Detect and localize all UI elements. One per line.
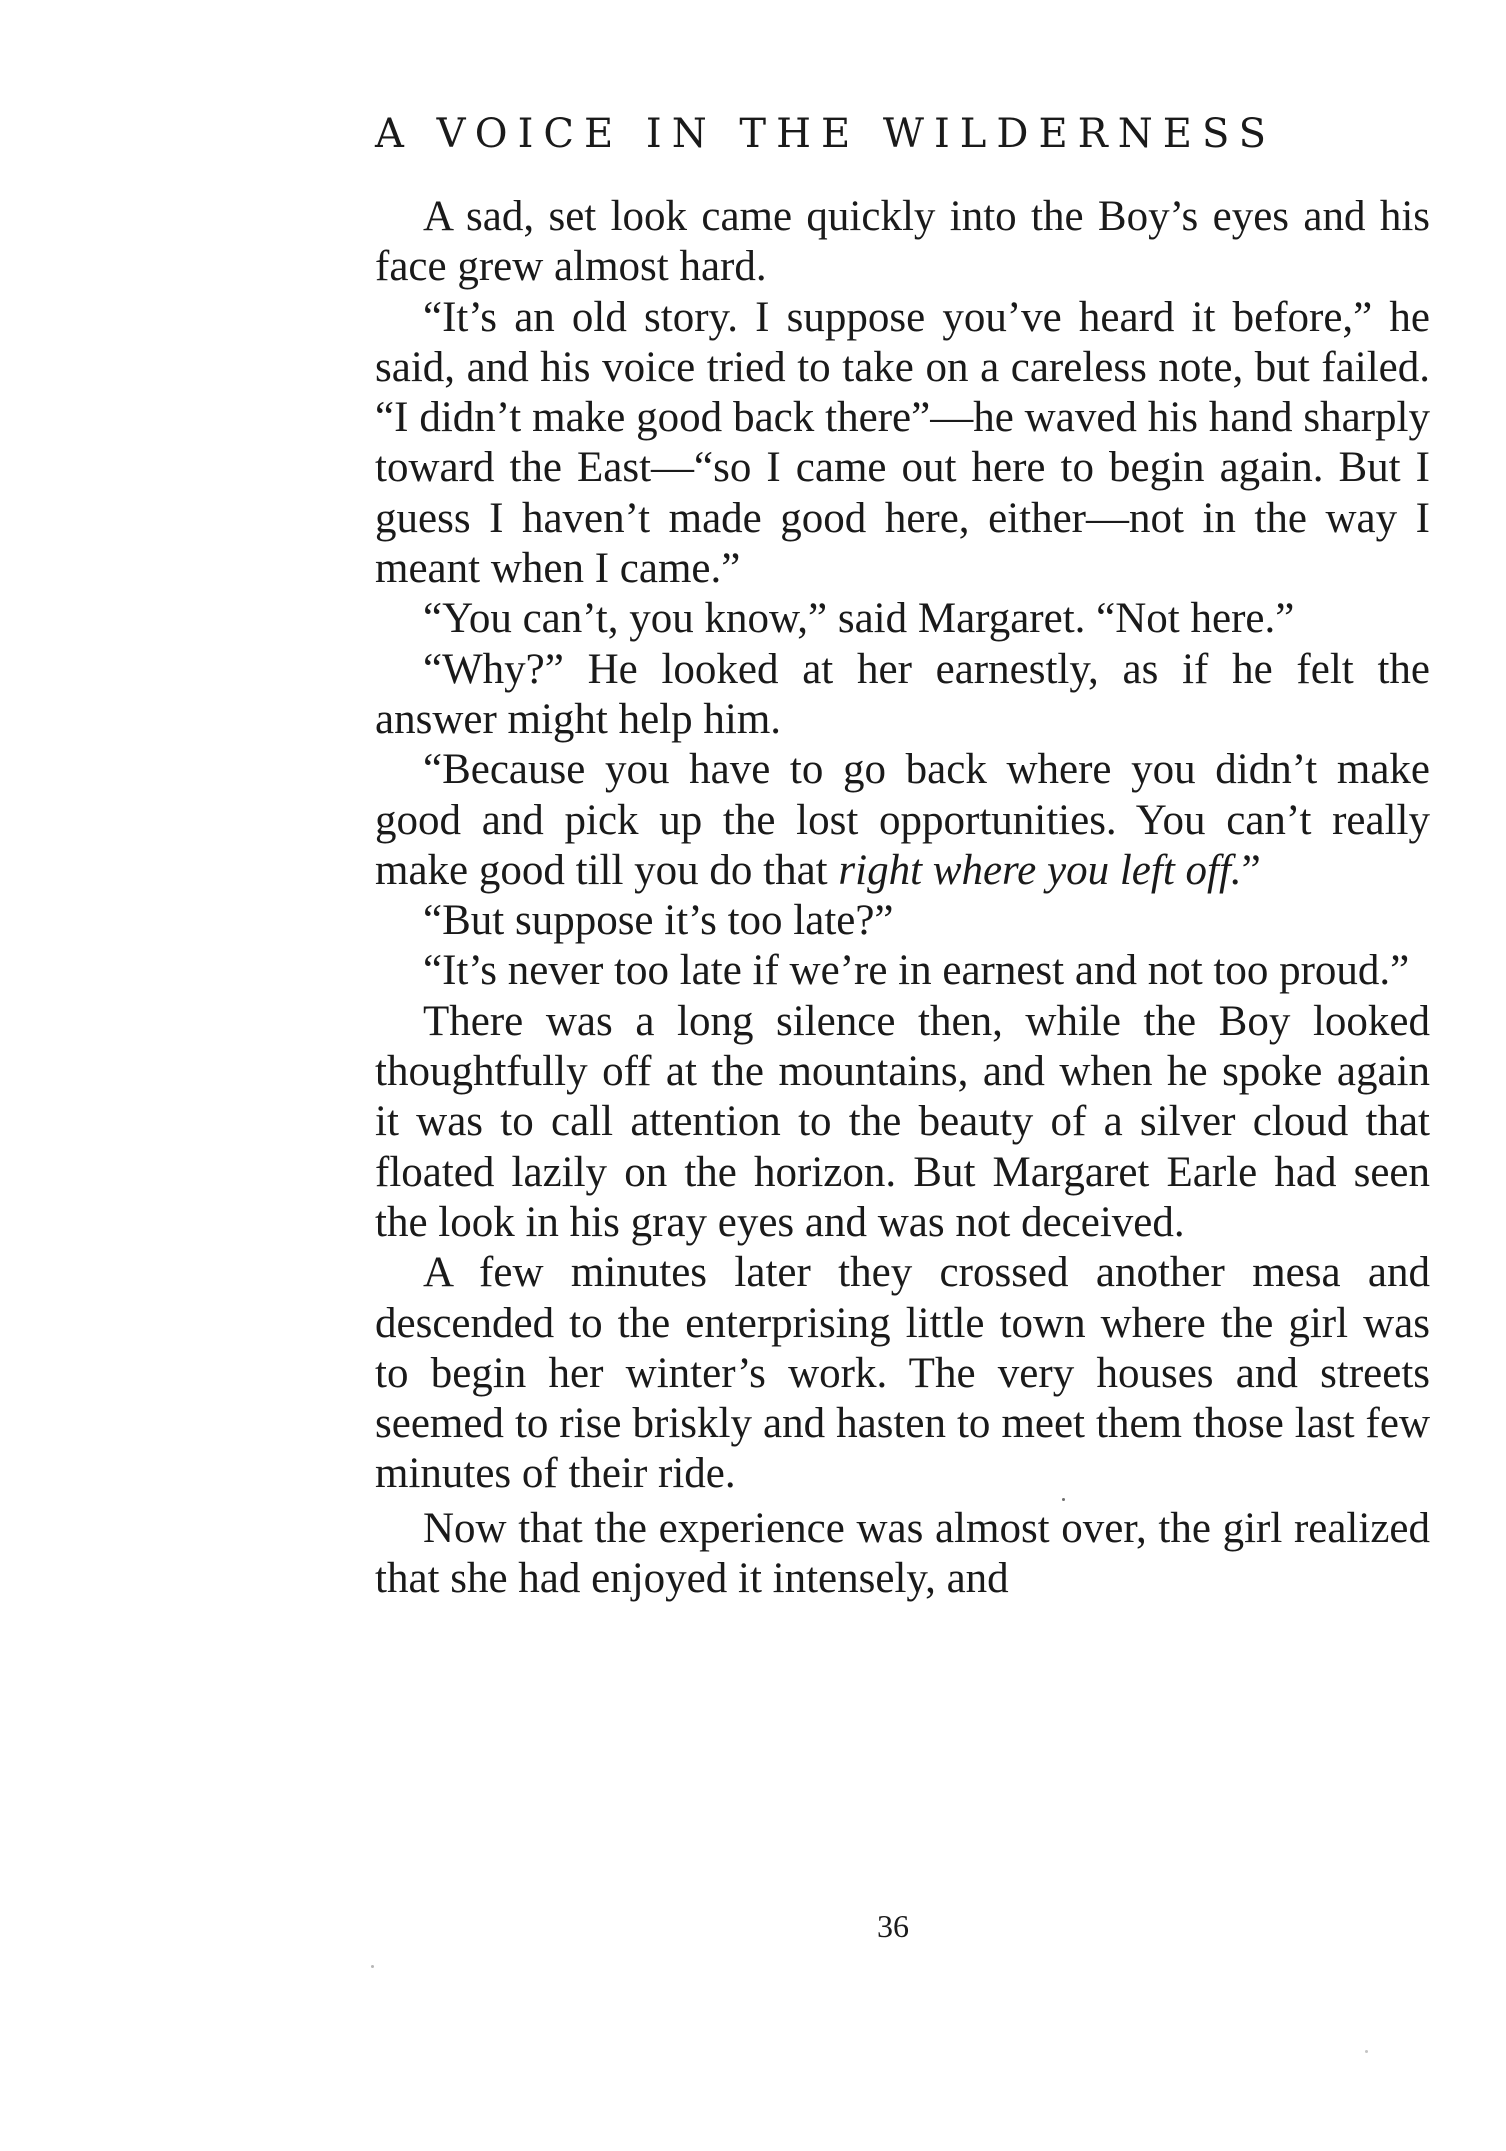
paragraph: A sad, set look came quickly into the Boy’s eyes and his face grew almost hard. [375, 193, 1430, 291]
paragraph: “But suppose it’s too late?” [423, 897, 894, 945]
body-text [375, 192, 1430, 1604]
paper-speck [1062, 1498, 1065, 1501]
italic-emphasis: right where you left off. [838, 846, 1242, 894]
paper-speck [1365, 2050, 1368, 2053]
paragraph: Now that the experience was almost over, the girl realized that she had enjoyed it intensely, and [375, 1504, 1430, 1603]
paragraph: There was a long silence then, while the Boy looked thoughtfully off at the mountains, and when he spoke again it was to call attention to the beauty of a silver cloud that floated lazily on the horizon. But Margaret Earle had seen the look in his gray eyes and was not deceived. [375, 997, 1430, 1246]
paragraph: “You can’t, you know,” said Margaret. “Not here.” [423, 595, 1295, 643]
paragraph-text: “Because you have to go back where you didn’t make good and pick up the lost opportunities. You can’t really make good till you do that [375, 746, 1430, 894]
paragraph [375, 745, 1430, 896]
paragraph: “It’s never too late if we’re in earnest and not too proud.” [423, 947, 1410, 995]
paragraph: “It’s an old story. I suppose you’ve heard it before,” he said, and his voice tried to take on a careless note, but failed. “I didn’t make good back there”—he waved his hand sharply toward the East—“so I came out here to begin again. But I guess I haven’t made good here, either—not in the way I meant when I came.” [375, 293, 1430, 593]
page-number: 36 [877, 1908, 909, 1944]
paragraph: “Why?” He looked at her earnestly, as if he felt the answer might help him. [375, 645, 1430, 743]
paper-speck [371, 1965, 374, 1968]
running-head: A VOICE IN THE WILDERNESS [375, 111, 1277, 157]
closing-quote: ” [1241, 846, 1261, 894]
paragraph: A few minutes later they crossed another mesa and descended to the enterprising little town where the girl was to begin her winter’s work. The very houses and streets seemed to rise briskly and hasten to meet them those last few minutes of their ride. [375, 1249, 1430, 1498]
